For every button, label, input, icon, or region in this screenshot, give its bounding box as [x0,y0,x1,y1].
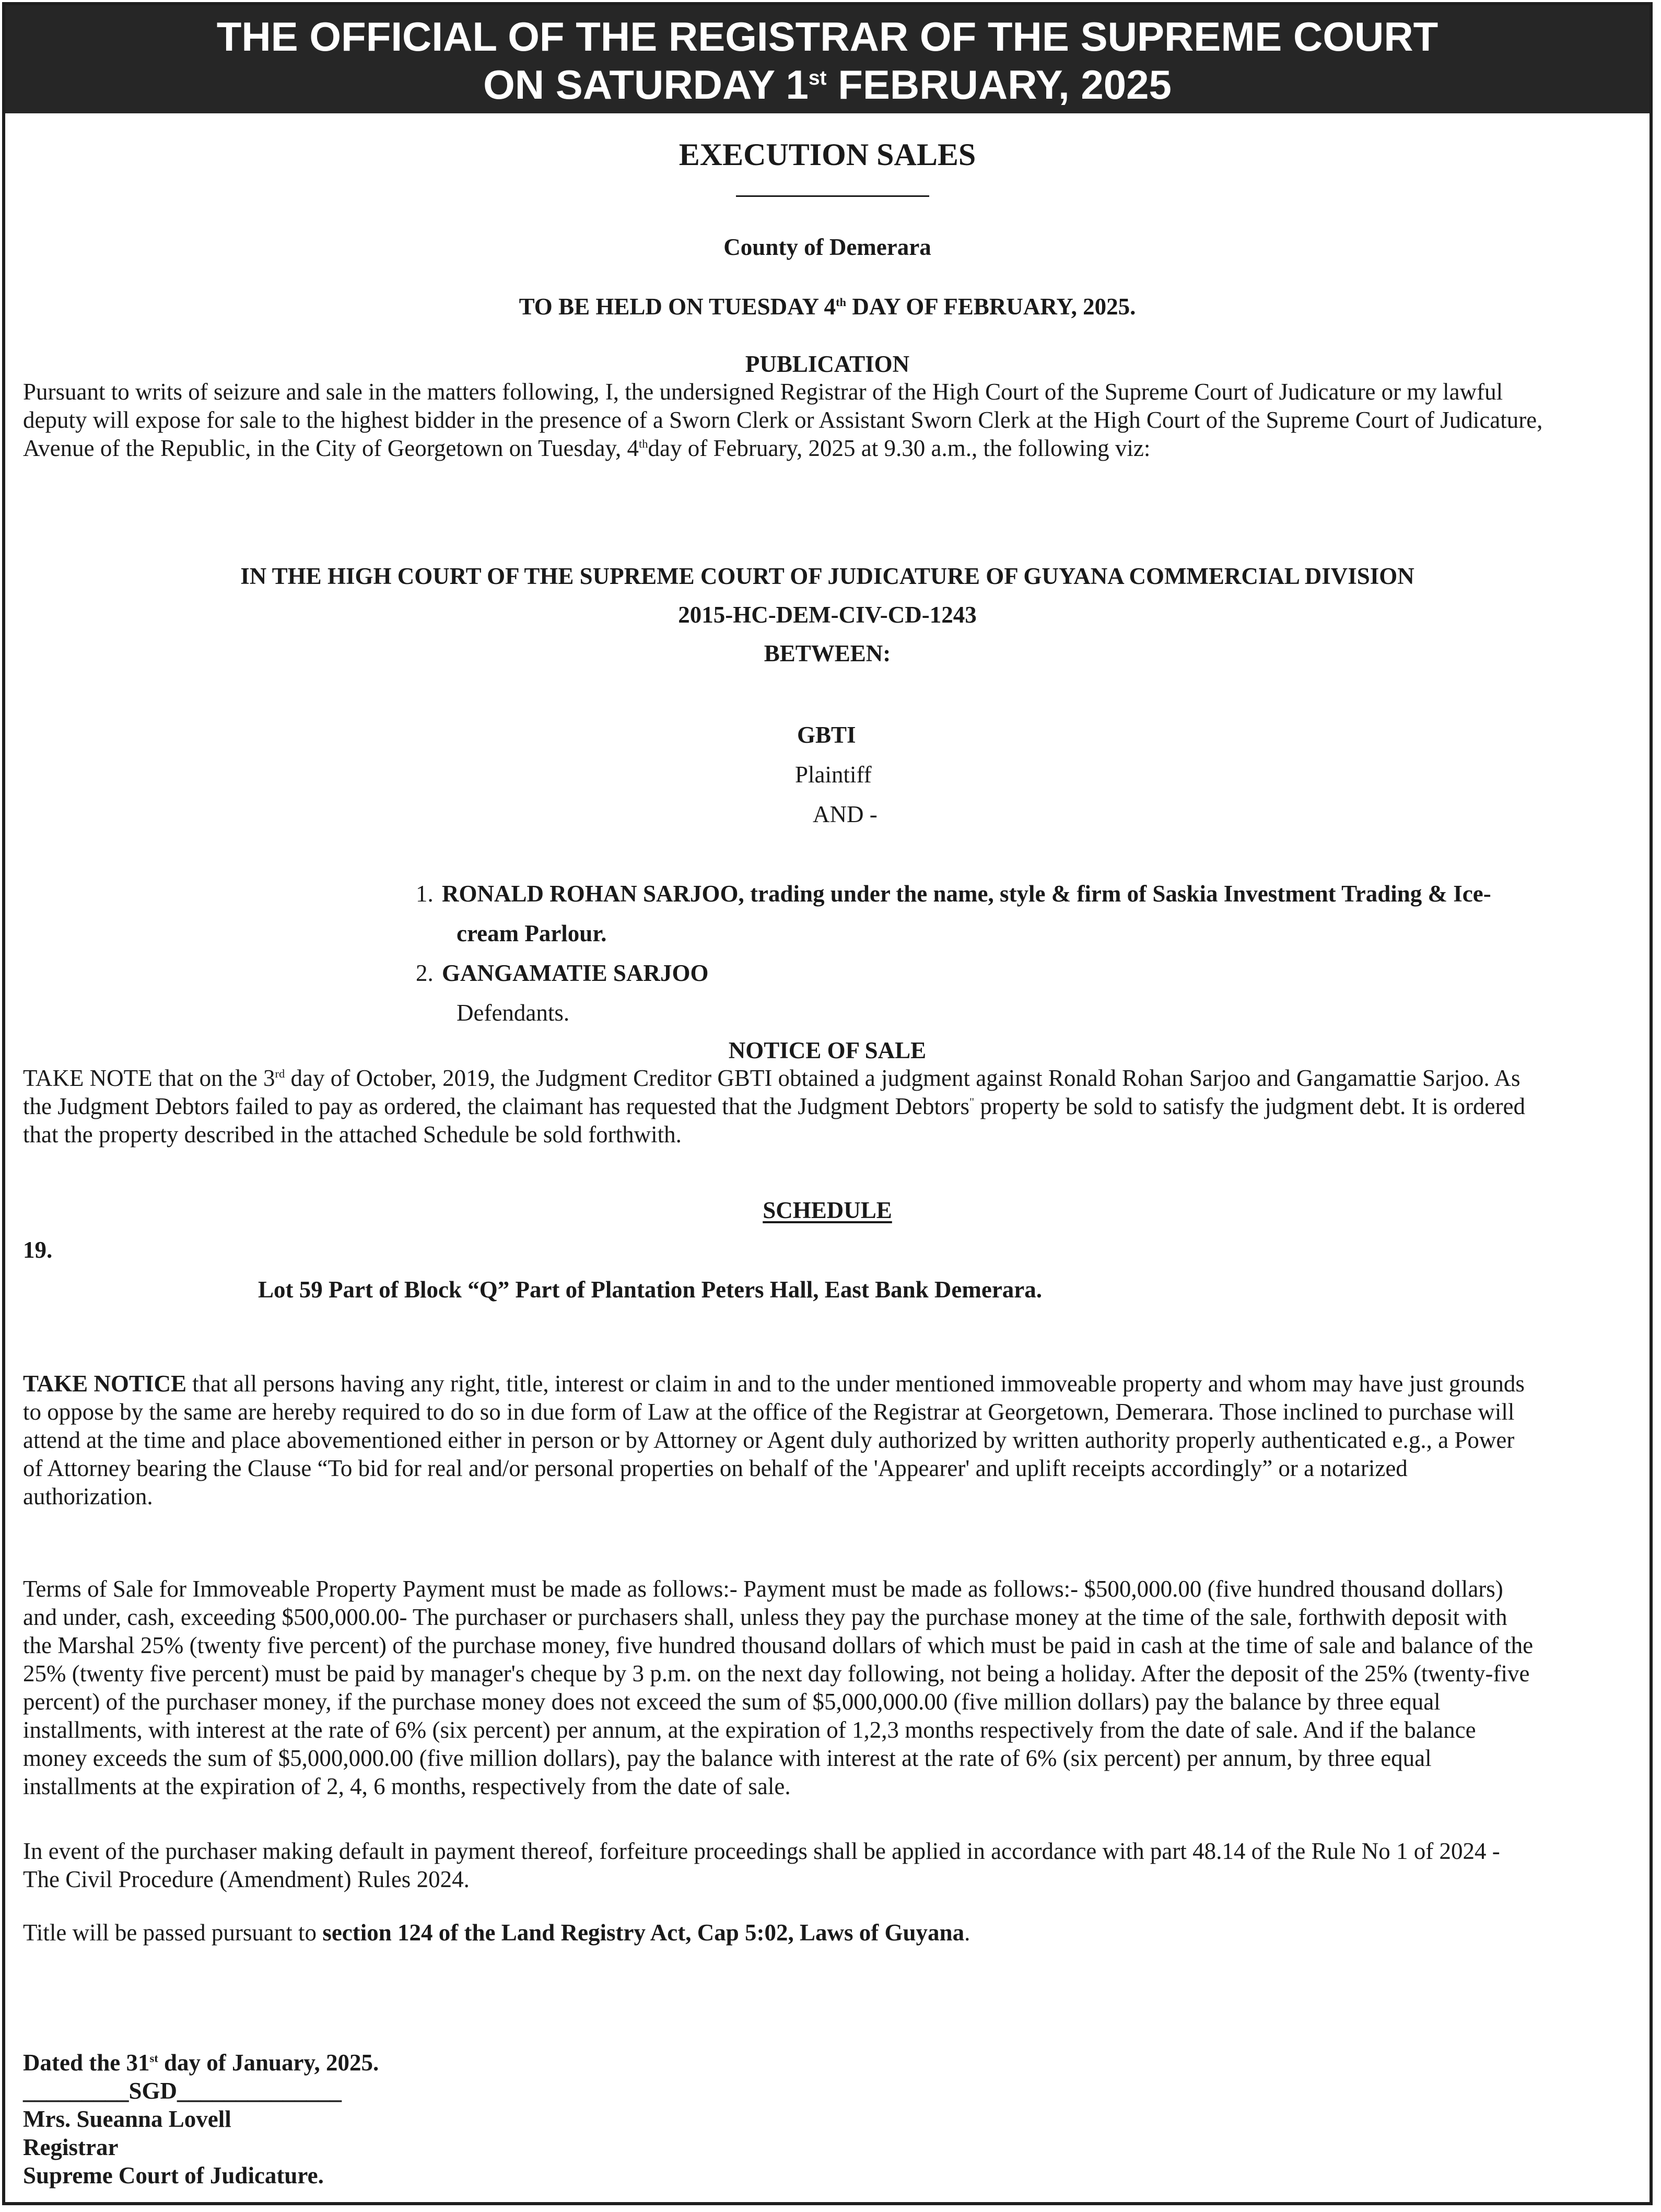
signatory-title: Registrar [23,2134,119,2160]
defendant-2-name: GANGAMATIE SARJOO [442,960,709,986]
notice-line: TAKE NOTE that on the 3rd day of October, 2019, the Judgment Creditor GBTI obtained a judgment against Ronald Rohan Sarjoo and Gangamattie Sarjoo. As [23,1065,1520,1091]
default-line: In event of the purchaser making default in payment thereof, forfeiture proceedings shall be applied in accordance with part 48.14 of the Rule No 1 of 2024 - [23,1838,1500,1864]
publication-line: Avenue of the Republic, in the City of Georgetown on Tuesday, 4thday of February, 2025 at 9.30 a.m., the following viz: [23,435,1151,461]
dated-line: Dated the 31st day of January, 2025. [23,2050,379,2076]
terms-line: money exceeds the sum of $5,000,000.00 (five million dollars), pay the balance with interest at the rate of 6% (six percent) per annum, by three equal [23,1745,1432,1771]
terms-line: installments at the expiration of 2, 4, 6 months, respectively from the date of sale. [23,1773,791,1799]
defendant-1-number: 1. [416,881,434,907]
defendant-1-line-2: cream Parlour. [457,920,607,946]
defendant-1-line-1: RONALD ROHAN SARJOO, trading under the name, style & firm of Saskia Investment Trading & Ice- [442,881,1491,907]
plaintiff-label: Plaintiff [795,762,872,788]
take-notice-line: authorization. [23,1483,153,1509]
signatory-office: Supreme Court of Judicature. [23,2162,324,2188]
terms-paragraph [23,1575,1642,1800]
county-heading: County of Demerara [723,234,931,260]
plaintiff-name: GBTI [797,722,856,748]
take-notice-line: attend at the time and place abovementioned either in person or by Attorney or Agent duly authorized by written authority properly authenticated e.g., a Power [23,1427,1515,1453]
take-notice-line: TAKE NOTICE that all persons having any right, title, interest or claim in and to the under mentioned immoveable property and whom may have just grounds [23,1371,1525,1397]
and-separator: AND - [813,801,878,827]
terms-line: 25% (twenty five percent) must be paid by manager's cheque by 3 p.m. on the next day following, not being a holiday. After the deposit of the 25% (twenty-five [23,1660,1530,1687]
signatory-name: Mrs. Sueanna Lovell [23,2106,231,2132]
section-title: EXECUTION SALES [679,137,976,172]
sale-date-heading: TO BE HELD ON TUESDAY 4th DAY OF FEBRUARY, 2025. [519,294,1136,320]
banner [5,5,1650,113]
take-notice-line: of Attorney bearing the Clause “To bid for real and/or personal properties on behalf of the 'Appearer' and uplift receipts accordingly” or a notarized [23,1455,1408,1481]
take-notice-line: to oppose by the same are hereby required to do so in due form of Law at the office of the Registrar at Georgetown, Demerara. Those inclined to purchase will [23,1399,1515,1425]
default-paragraph [23,1837,1642,1893]
signature-block [23,2049,379,2190]
default-line: The Civil Procedure (Amendment) Rules 2024. [23,1866,470,1892]
signature-line: _________SGD______________ [23,2078,342,2104]
publication-line: deputy will expose for sale to the highest bidder in the presence of a Sworn Clerk or Assistant Sworn Clerk at the High Court of the Supreme Court of Judicature, [23,407,1543,433]
notice-line: that the property described in the attached Schedule be sold forthwith. [23,1121,682,1148]
notice-frame [2,2,1653,2205]
notice-of-sale-heading: NOTICE OF SALE [728,1037,927,1063]
schedule-heading: SCHEDULE [763,1197,892,1223]
notice-line: the Judgment Debtors failed to pay as ordered, the claimant has requested that the Judgment Debtors" property be sold to satisfy the judgment debt. It is ordered [23,1093,1525,1119]
defendants-label: Defendants. [457,1000,570,1026]
title-divider [736,195,929,197]
terms-line: installments, with interest at the rate of 6% (six percent) per annum, at the expiration of 1,2,3 months respectively from the date of sale. And if the balance [23,1717,1476,1743]
between-label: BETWEEN: [764,640,891,666]
terms-line: and under, cash, exceeding $500,000.00- The purchaser or purchasers shall, unless they pay the purchase money at the time of the sale, forthwith deposit with [23,1604,1507,1630]
publication-line: Pursuant to writs of seizure and sale in the matters following, I, the undersigned Registrar of the High Court of the Supreme Court of Judicature or my lawful [23,379,1503,405]
defendant-2-number: 2. [416,960,434,986]
publication-paragraph [23,378,1642,462]
banner-line-1: THE OFFICIAL OF THE REGISTRAR OF THE SUPREME COURT [216,14,1438,60]
terms-line: percent) of the purchaser money, if the purchase money does not exceed the sum of $5,000,000.00 (five million dollars) pay the balance by three equal [23,1689,1441,1715]
notice-paragraph [23,1064,1642,1149]
schedule-item-number: 19. [23,1237,53,1263]
terms-line: Terms of Sale for Immoveable Property Payment must be made as follows:- Payment must be made as follows:- $500,000.00 (five hundred thousand dollars) [23,1576,1503,1602]
take-notice-paragraph [23,1370,1642,1511]
schedule-item-text: Lot 59 Part of Block “Q” Part of Plantation Peters Hall, East Bank Demerara. [258,1277,1043,1303]
case-number: 2015-HC-DEM-CIV-CD-1243 [678,602,977,628]
title-passing-statement: Title will be passed pursuant to section 124 of the Land Registry Act, Cap 5:02, Laws of Guyana. [23,1920,970,1946]
publication-heading: PUBLICATION [745,351,910,377]
banner-line-2: ON SATURDAY 1st FEBRUARY, 2025 [483,62,1172,108]
court-heading: IN THE HIGH COURT OF THE SUPREME COURT OF JUDICATURE OF GUYANA COMMERCIAL DIVISION [240,563,1414,589]
terms-line: the Marshal 25% (twenty five percent) of the purchase money, five hundred thousand dollars of which must be paid in cash at the time of sale and balance of the [23,1632,1534,1658]
